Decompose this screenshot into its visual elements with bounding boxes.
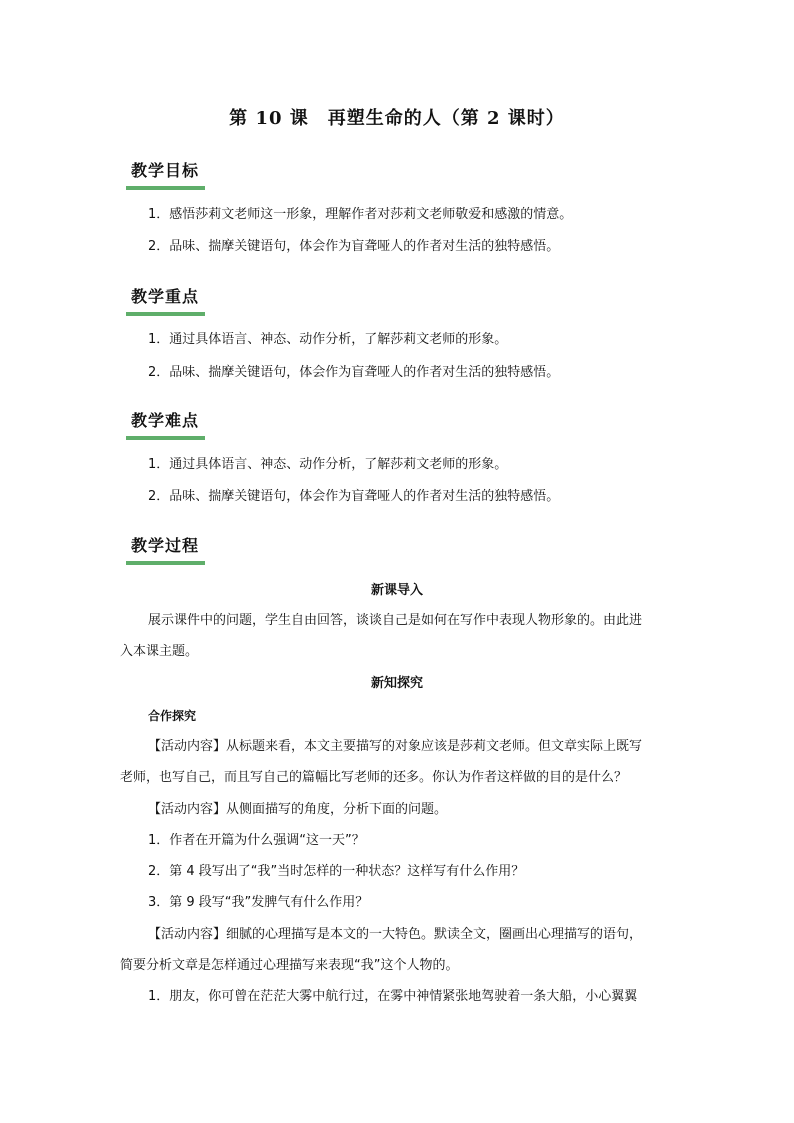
objective-item-2: 2．品味、揣摩关键语句，体会作为盲聋哑人的作者对生活的独特感悟。 xyxy=(148,239,560,254)
explore-subtitle: 新知探究 xyxy=(370,676,423,691)
intro-subtitle: 新课导入 xyxy=(370,583,423,598)
cooperation-label: 合作探究 xyxy=(148,709,197,723)
activity2-question-2: 2．第 4 段写出了“我”当时怎样的一种状态？这样写有什么作用？ xyxy=(148,864,525,879)
difficulty-item-2: 2．品味、揣摩关键语句，体会作为盲聋哑人的作者对生活的独特感悟。 xyxy=(148,489,560,504)
objectives-heading: 教学目标 xyxy=(126,158,205,190)
key-point-item-2: 2．品味、揣摩关键语句，体会作为盲聋哑人的作者对生活的独特感悟。 xyxy=(148,365,560,380)
process-heading: 教学过程 xyxy=(126,533,205,565)
key-point-item-1: 1．通过具体语言、神态、动作分析，了解莎莉文老师的形象。 xyxy=(148,332,508,347)
quote-line: 1．朋友，你可曾在茫茫大雾中航行过，在雾中神情紧张地驾驶着一条大船，小心翼翼 xyxy=(148,989,638,1004)
activity1-line-2: 老师，也写自己，而且写自己的篇幅比写老师的还多。你认为作者这样做的目的是什么？ xyxy=(120,770,628,785)
difficulties-heading: 教学难点 xyxy=(126,408,205,440)
activity2-question-3: 3．第 9 段写“我”发脾气有什么作用？ xyxy=(148,895,369,910)
activity1-line-1: 【活动内容】从标题来看，本文主要描写的对象应该是莎莉文老师。但文章实际上既写 xyxy=(148,739,643,754)
intro-line-2: 入本课主题。 xyxy=(120,644,199,659)
activity3-line-1: 【活动内容】细腻的心理描写是本文的一大特色。默读全文，圈画出心理描写的语句， xyxy=(148,927,643,942)
objective-item-1: 1．感悟莎莉文老师这一形象，理解作者对莎莉文老师敬爱和感激的情意。 xyxy=(148,207,573,222)
activity2-question-1: 1．作者在开篇为什么强调“这一天”？ xyxy=(148,833,365,848)
intro-line-1: 展示课件中的问题，学生自由回答，谈谈自己是如何在写作中表现人物形象的。由此进 xyxy=(148,613,643,628)
activity2-line: 【活动内容】从侧面描写的角度，分析下面的问题。 xyxy=(148,802,448,817)
activity3-line-2: 简要分析文章是怎样通过心理描写来表现“我”这个人物的。 xyxy=(120,958,459,973)
difficulty-item-1: 1．通过具体语言、神态、动作分析，了解莎莉文老师的形象。 xyxy=(148,457,508,472)
key-points-heading: 教学重点 xyxy=(126,284,205,316)
lesson-title: 第 10 课 再塑生命的人（第 2 课时） xyxy=(229,108,565,129)
